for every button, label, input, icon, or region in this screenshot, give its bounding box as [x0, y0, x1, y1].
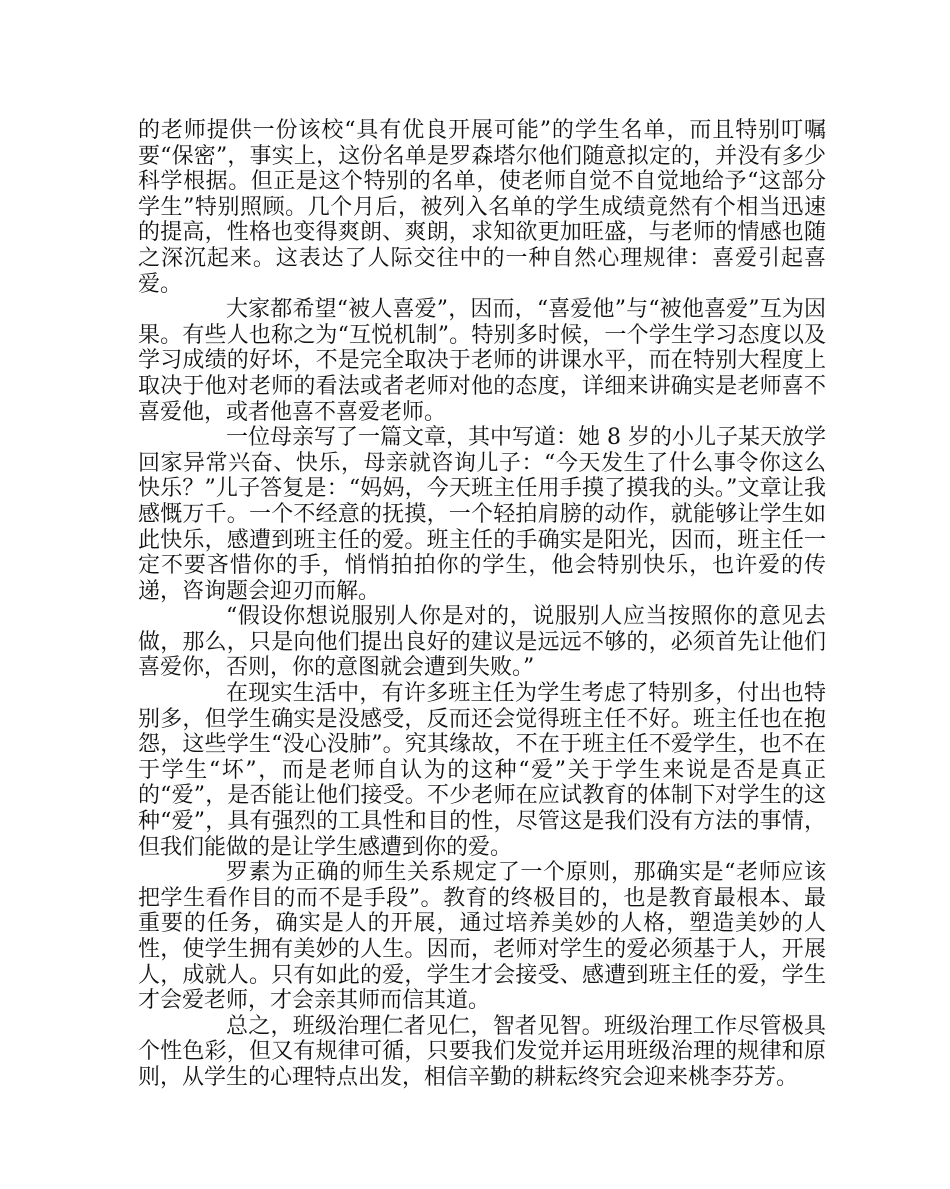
- paragraph-2: 大家都希望“被人喜爱”，因而，“喜爱他”与“被他喜爱”互为因果。有些人也称之为“互悦机制”。特别多时候，一个学生学习态度以及学习成绩的好坏，不是完全取决于老师的讲课水平，而在特别大程度上取决于他对老师的看法或者老师对他的态度，详细来讲确实是老师喜不喜爱他，或者他喜不喜爱老师。: [138, 297, 826, 425]
- paragraph-5: 在现实生活中，有许多班主任为学生考虑了特别多，付出也特别多，但学生确实是没感受，反而还会觉得班主任不好。班主任也在抱怨，这些学生“没心没肺”。究其缘故，不在于班主任不爱学生，也不在于学生“坏”，而是老师自认为的这种“爱”关于学生来说是否是真正的“爱”，是否能让他们接受。不少老师在应试教育的体制下对学生的这种“爱”，具有强烈的工具性和目的性，尽管这是我们没有方法的事情，但我们能做的是让学生感遭到你的爱。: [138, 681, 826, 860]
- paragraph-4: “假设你想说服别人你是对的，说服别人应当按照你的意见去做，那么，只是向他们提出良好的建议是远远不够的，必须首先让他们喜爱你，否则，你的意图就会遭到失败。”: [138, 604, 826, 681]
- paragraph-7: 总之，班级治理仁者见仁，智者见智。班级治理工作尽管极具个性色彩，但又有规律可循，只要我们发觉并运用班级治理的规律和原则，从学生的心理特点出发，相信辛勤的耕耘终究会迎来桃李芬芳。: [138, 1013, 826, 1090]
- paragraph-3: 一位母亲写了一篇文章，其中写道：她 8 岁的小儿子某天放学回家异常兴奋、快乐，母亲就咨询儿子：“今天发生了什么事令你这么快乐？”儿子答复是：“妈妈，今天班主任用手摸了摸我的头。”文章让我感慨万千。一个不经意的抚摸，一个轻拍肩膀的动作，就能够让学生如此快乐，感遭到班主任的爱。班主任的手确实是阳光，因而，班主任一定不要吝惜你的手，悄悄拍拍你的学生，他会特别快乐，也许爱的传递，咨询题会迎刃而解。: [138, 425, 826, 604]
- paragraph-6: 罗素为正确的师生关系规定了一个原则，那确实是“老师应该把学生看作目的而不是手段”。教育的终极目的，也是教育最根本、最重要的任务，确实是人的开展，通过培养美妙的人格，塑造美妙的人性，使学生拥有美妙的人生。因而，老师对学生的爱必须基于人，开展人，成就人。只有如此的爱，学生才会接受、感遭到班主任的爱，学生才会爱老师，才会亲其师而信其道。: [138, 860, 826, 1014]
- document-body: [138, 118, 826, 1091]
- paragraph-1: 的老师提供一份该校“具有优良开展可能”的学生名单，而且特别叮嘱要“保密”，事实上，这份名单是罗森塔尔他们随意拟定的，并没有多少科学根据。但正是这个特别的名单，使老师自觉不自觉地给予“这部分学生”特别照顾。几个月后，被列入名单的学生成绩竟然有个相当迅速的提高，性格也变得爽朗、爽朗，求知欲更加旺盛，与老师的情感也随之深沉起来。这表达了人际交往中的一种自然心理规律：喜爱引起喜爱。: [138, 118, 826, 297]
